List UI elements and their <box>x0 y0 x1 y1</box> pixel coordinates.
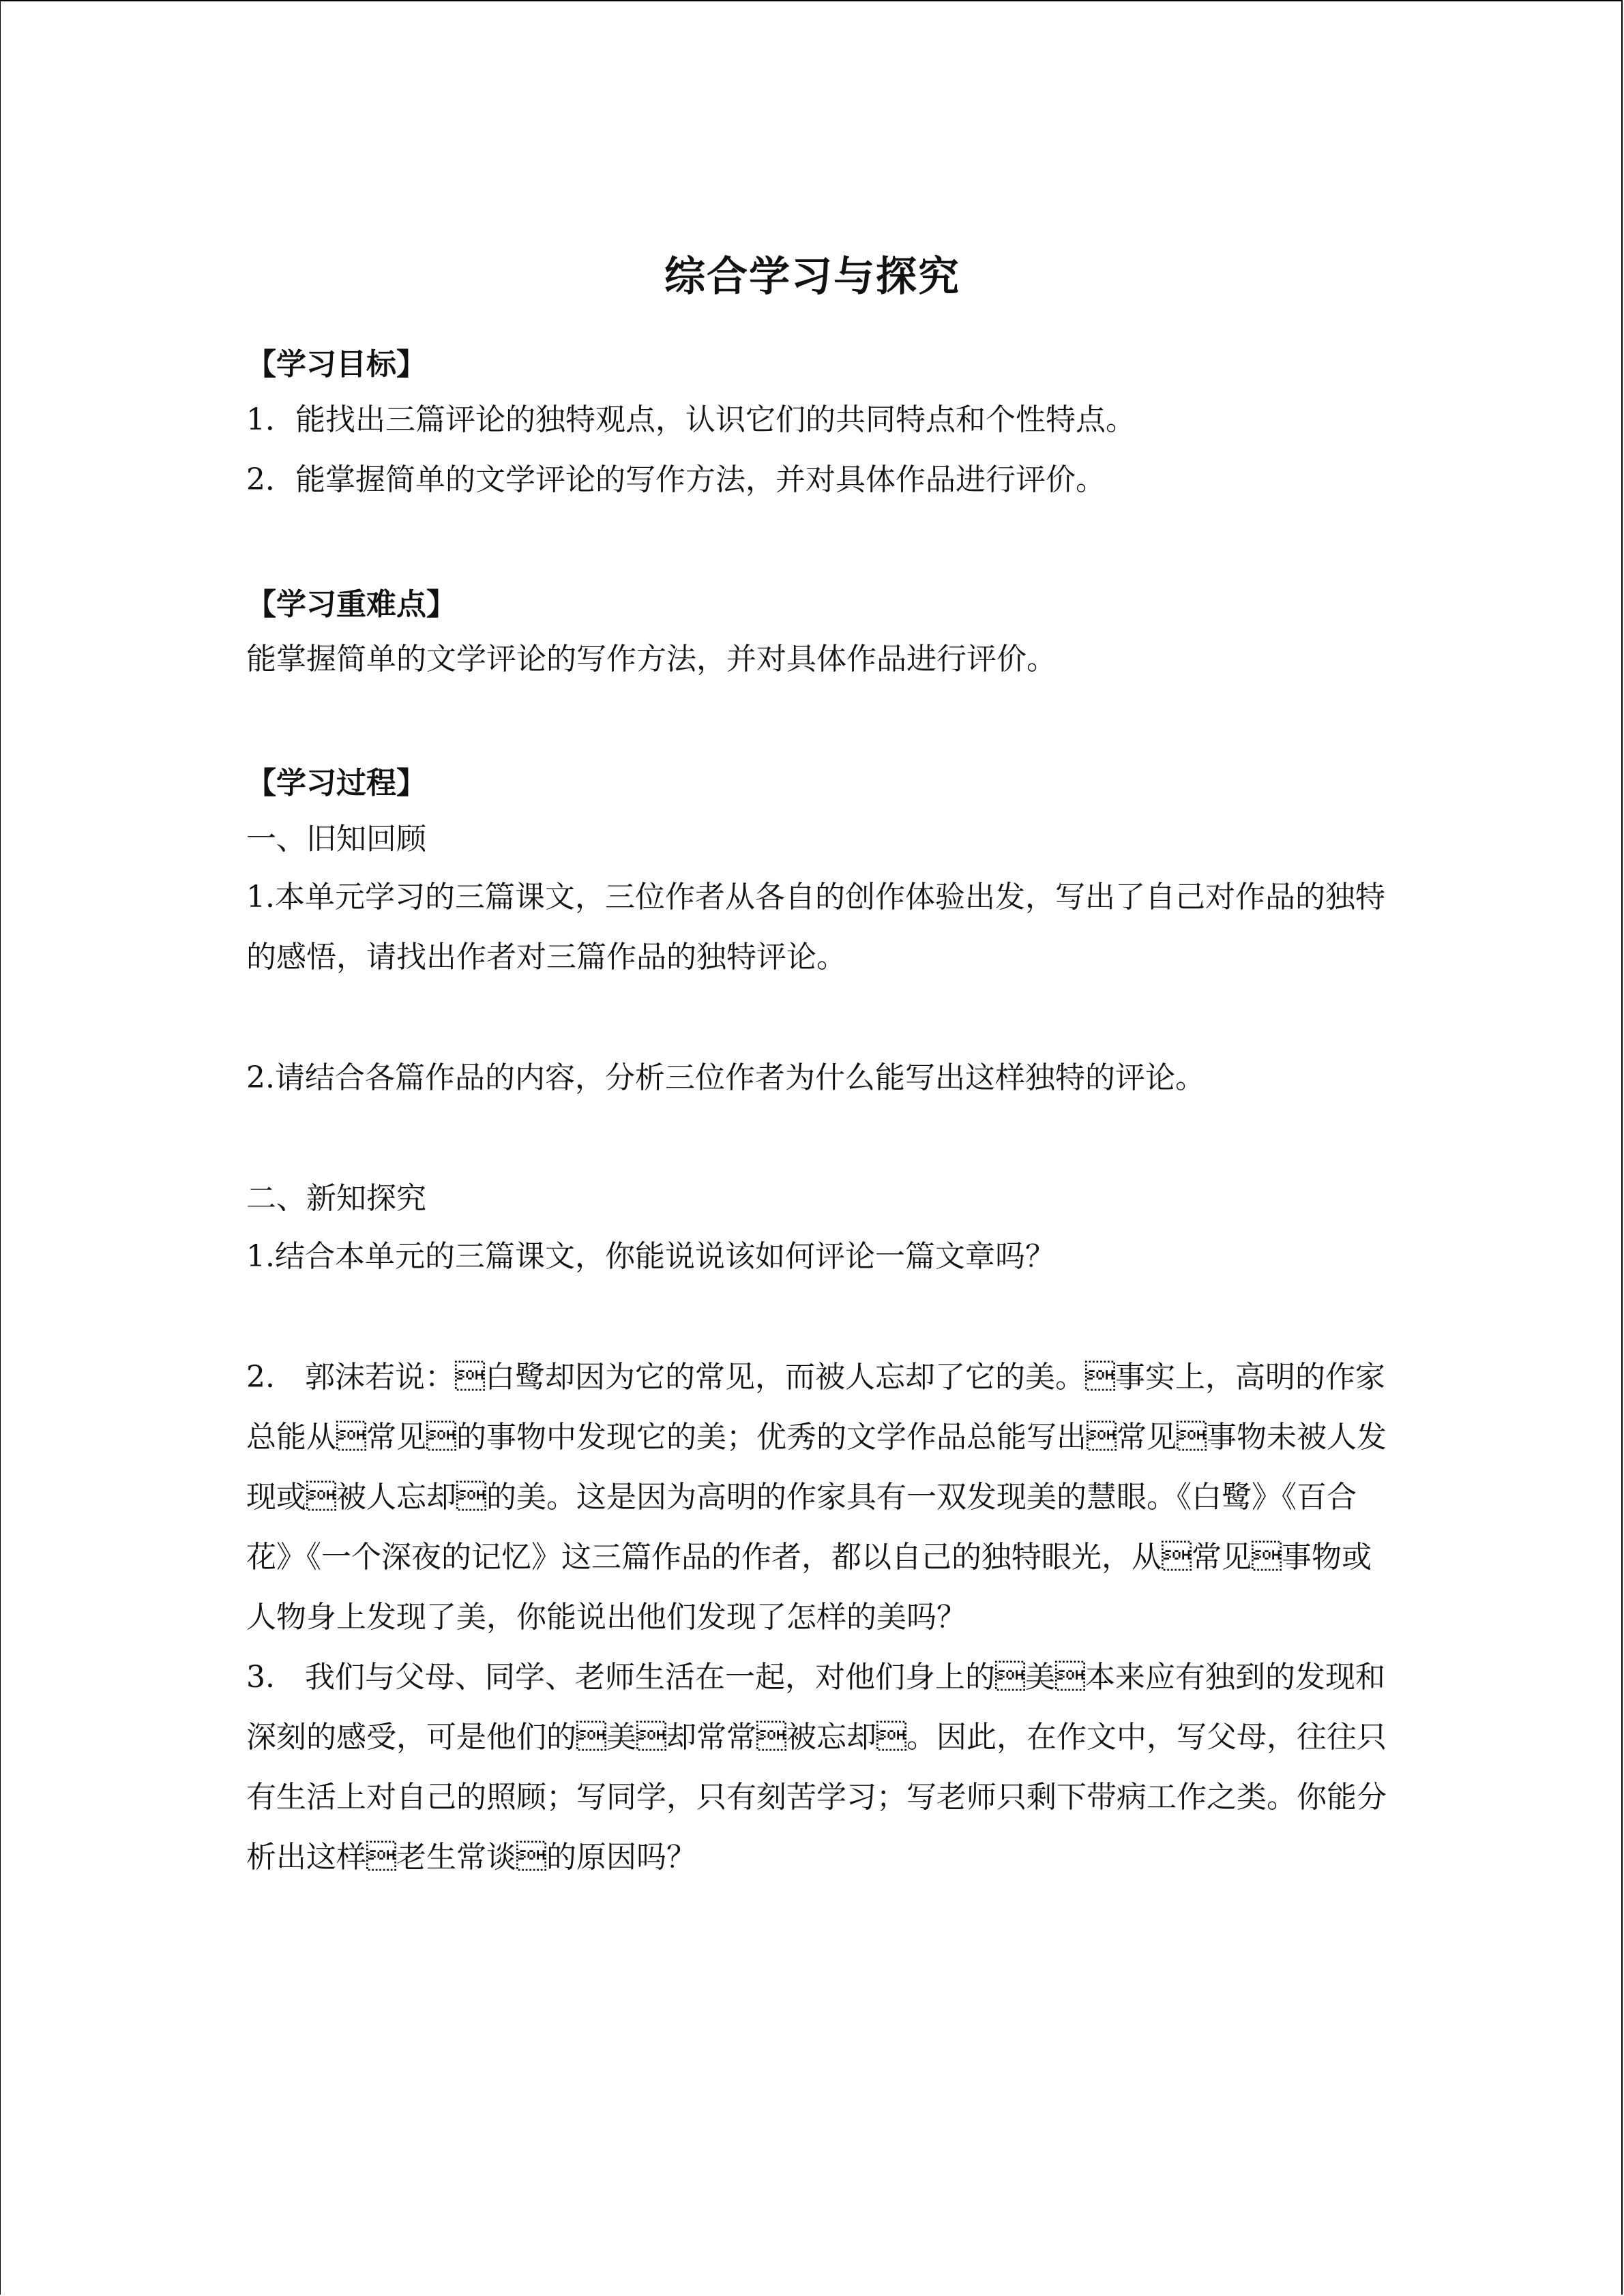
objective-item-1: 1．能找出三篇评论的独特观点，认识它们的共同特点和个性特点。 <box>246 402 1136 437</box>
review-heading: 一、旧知回顾 <box>246 822 426 856</box>
explore-question-3: 3. 我们与父母、同学、老师生活在一起，对他们身上的美本来应有独到的发现和深刻的感受，可是他们的美却常常被忘却。因此，在作文中，写父母，往往只有生活上对自己的照顾；写同学，只有刻苦学习；写老师只剩下带病工作之类。你能分析出这样老生常谈的原因吗？ <box>246 1660 1387 1875</box>
explore-heading: 二、新知探究 <box>246 1181 426 1216</box>
review-question-2: 2.请结合各篇作品的内容，分析三位作者为什么能写出这样独特的评论。 <box>246 1060 1205 1095</box>
explore-question-1: 1.结合本单元的三篇课文，你能说说该如何评论一篇文章吗？ <box>246 1239 1055 1274</box>
key-points-text: 能掌握简单的文学评论的写作方法，并对具体作品进行评价。 <box>246 642 1057 676</box>
objectives-heading: 【学习目标】 <box>246 347 426 382</box>
process-heading: 【学习过程】 <box>246 766 426 801</box>
explore-question-2: 2. 郭沫若说：白鹭却因为它的常见，而被人忘却了它的美。事实上，高明的作家总能从常见的事物中发现它的美；优秀的文学作品总能写出常见事物未被人发现或被人忘却的美。这是因为高明的作家具有一双发现美的慧眼。《白鹭》《百合花》《一个深夜的记忆》这三篇作品的作者，都以自己的独特眼光，从常见事物或人物身上发现了美，你能说出他们发现了怎样的美吗？ <box>246 1360 1387 1635</box>
review-question-1: 1.本单元学习的三篇课文，三位作者从各自的创作体验出发，写出了自己对作品的独特的感悟，请找出作者对三篇作品的独特评论。 <box>246 880 1385 974</box>
objective-item-2: 2．能掌握简单的文学评论的写作方法，并对具体作品进行评价。 <box>246 462 1106 497</box>
key-points-heading: 【学习重难点】 <box>246 587 456 622</box>
document-title: 综合学习与探究 <box>664 253 960 301</box>
